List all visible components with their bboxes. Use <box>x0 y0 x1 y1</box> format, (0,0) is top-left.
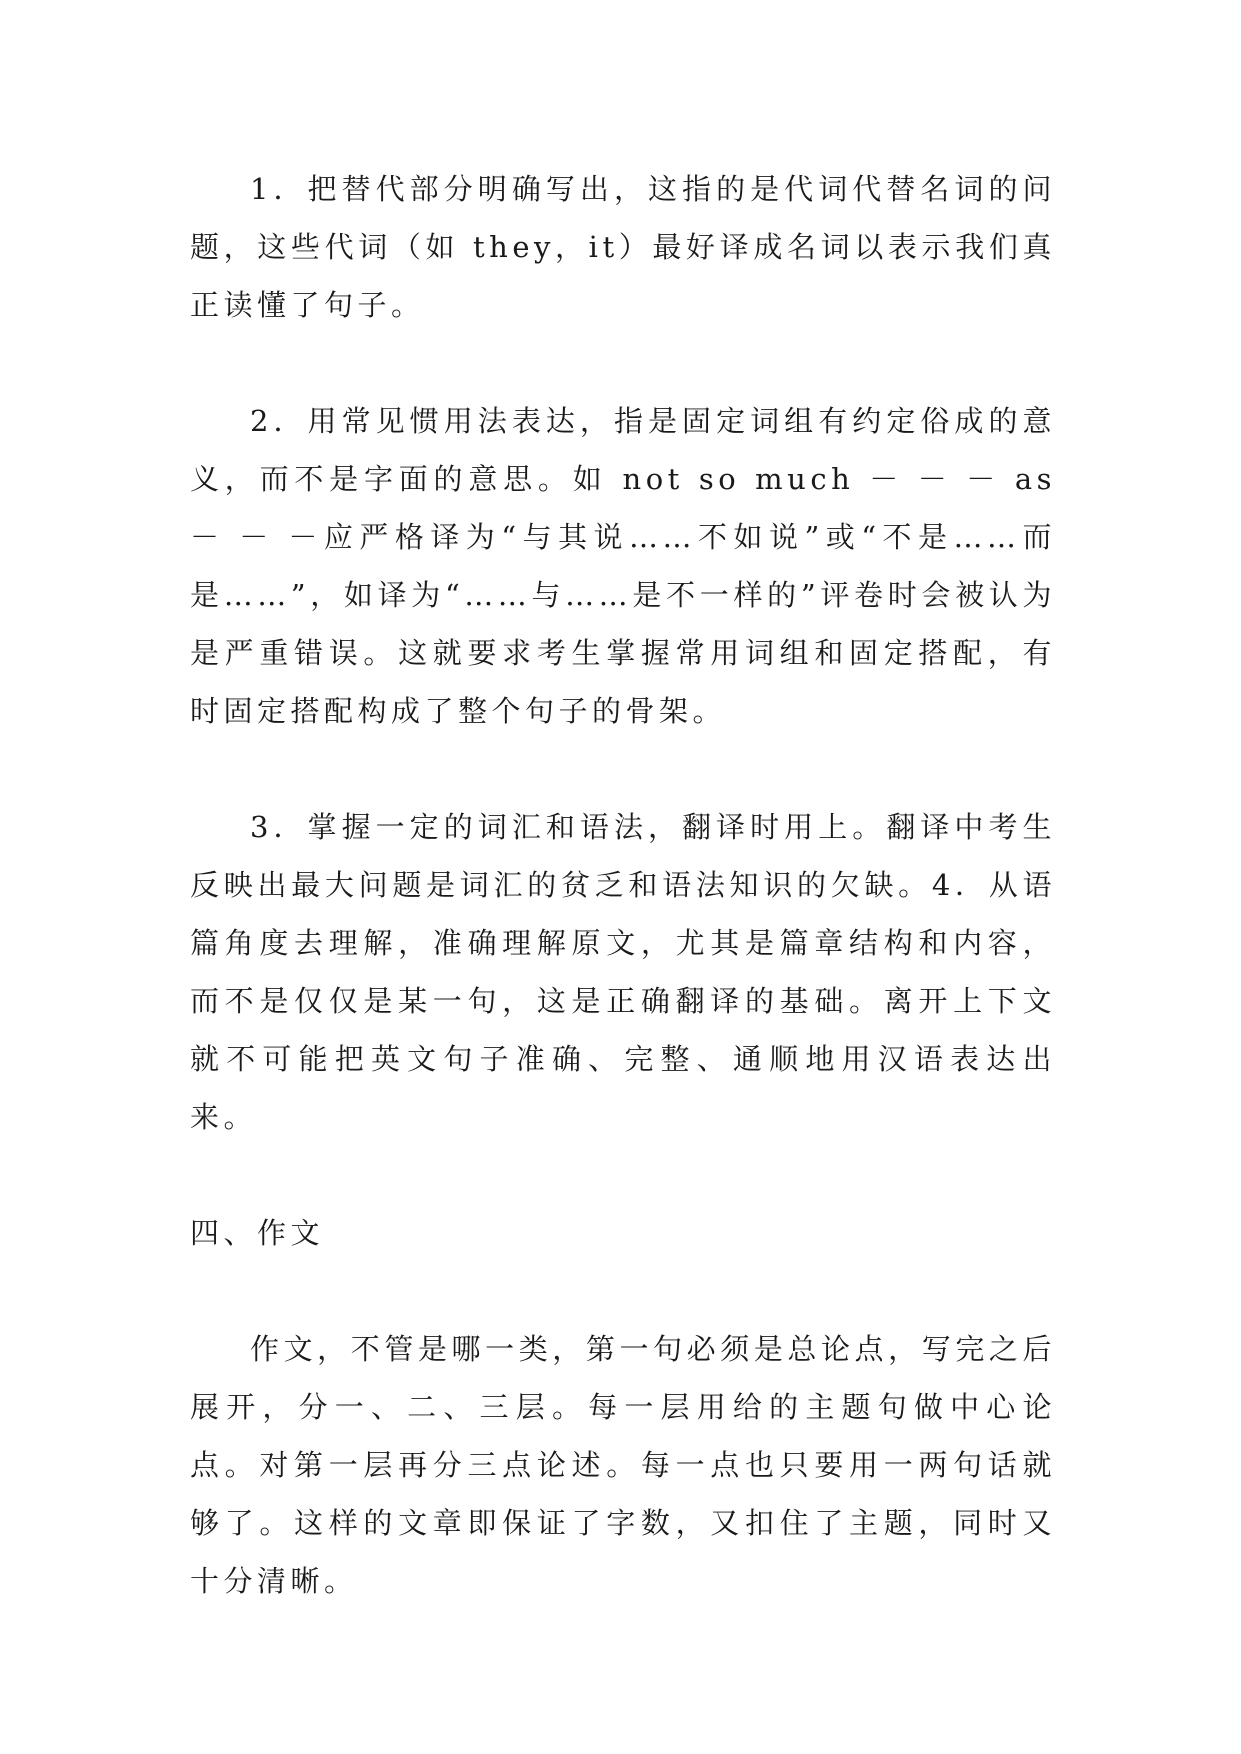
paragraph-3: 3．掌握一定的词汇和语法，翻译时用上。翻译中考生反映出最大问题是词汇的贫乏和语法知识的欠缺。4．从语篇角度去理解，准确理解原文，尤其是篇章结构和内容，而不是仅仅是某一句，这是正确翻译的基础。离开上下文就不可能把英文句子准确、完整、通顺地用汉语表达出来。 <box>190 810 1056 1134</box>
paragraph-2: 2．用常见惯用法表达，指是固定词组有约定俗成的意义，而不是字面的意思。如 not so much － － － as － － －应严格译为“与其说……不如说”或“不是……而是……”，如译为“……与……是不一样的”评卷时会被认为是严重错误。这就要求考生掌握常用词组和固定搭配，有时固定搭配构成了整个句子的骨架。 <box>190 404 1056 728</box>
essay-paragraph: 作文，不管是哪一类，第一句必须是总论点，写完之后展开，分一、二、三层。每一层用给的主题句做中心论点。对第一层再分三点论述。每一点也只要用一两句话就够了。这样的文章即保证了字数，又扣住了主题，同时又十分清晰。 <box>190 1332 1056 1598</box>
paragraph-spacer <box>190 334 1056 392</box>
document-body <box>190 160 1056 1610</box>
paragraph-spacer <box>190 1262 1056 1320</box>
paragraph-spacer <box>190 740 1056 798</box>
section-heading: 四、作文 <box>190 1216 325 1250</box>
paragraph-spacer <box>190 1146 1056 1204</box>
paragraph-1: 1．把替代部分明确写出，这指的是代词代替名词的问题，这些代词（如 they，it）最好译成名词以表示我们真正读懂了句子。 <box>190 172 1056 322</box>
